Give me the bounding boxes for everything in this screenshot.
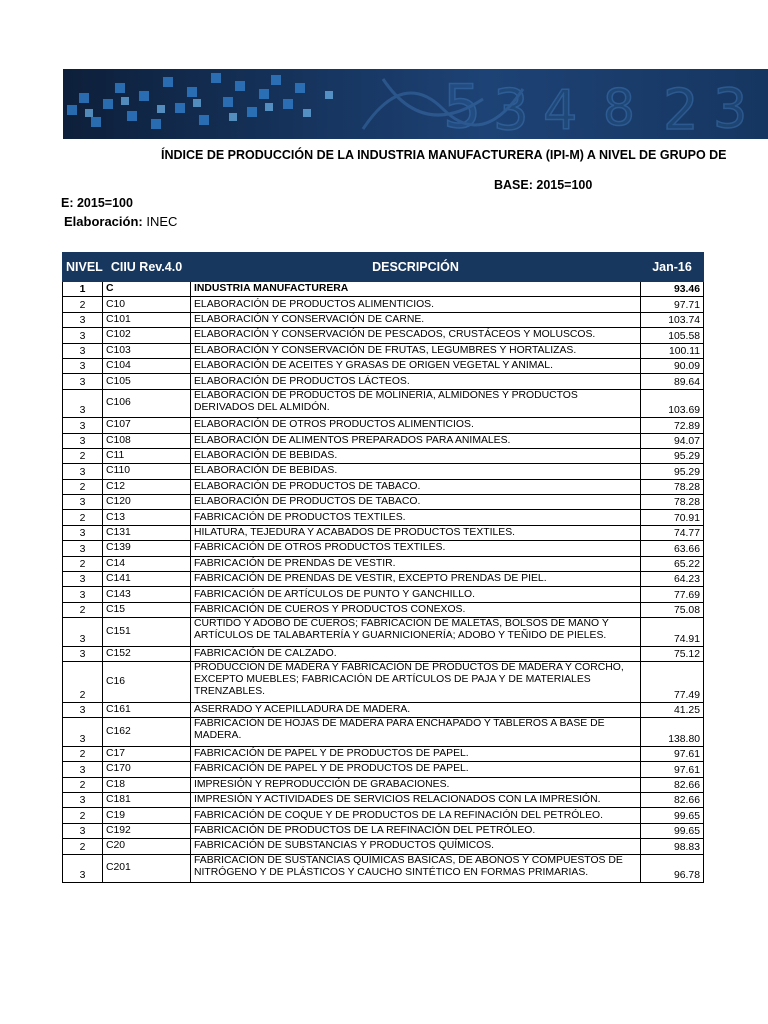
cell-ciiu: C107: [103, 418, 191, 433]
cell-descripcion: FABRICACIÓN DE SUBSTANCIAS Y PRODUCTOS QUÍMICOS.: [191, 839, 641, 854]
cell-descripcion: IMPRESIÓN Y REPRODUCCIÓN DE GRABACIONES.: [191, 777, 641, 792]
table-row: [63, 777, 704, 792]
cell-ciiu: C101: [103, 312, 191, 327]
cell-nivel: 2: [63, 297, 103, 312]
cell-descripcion: ELABORACIÓN DE ACEITES Y GRASAS DE ORIGEN VEGETAL Y ANIMAL.: [191, 358, 641, 373]
cell-nivel: 3: [63, 389, 103, 417]
cell-ciiu: C20: [103, 839, 191, 854]
cell-ciiu: C103: [103, 343, 191, 358]
table-row: [63, 556, 704, 571]
cell-nivel: 3: [63, 328, 103, 343]
cell-descripcion: FABRICACIÓN DE HOJAS DE MADERA PARA ENCHAPADO Y TABLEROS A BASE DE MADERA.: [191, 718, 641, 746]
table-row: [63, 646, 704, 661]
svg-text:2: 2: [663, 78, 699, 139]
cell-value: 64.23: [641, 572, 704, 587]
ipi-table: [62, 252, 704, 883]
elaboracion-value: INEC: [142, 214, 178, 229]
cell-ciiu: C162: [103, 718, 191, 746]
cell-descripcion: FABRICACIÓN DE SUSTANCIAS QUÍMICAS BÁSICAS, DE ABONOS Y COMPUESTOS DE NITRÓGENO Y DE PLÁSTICOS Y CAUCHO SINTÉTICO EN FORMAS PRIMARIAS.: [191, 854, 641, 882]
cell-value: 99.65: [641, 823, 704, 838]
cell-ciiu: C10: [103, 297, 191, 312]
cell-nivel: 3: [63, 495, 103, 510]
cell-value: 70.91: [641, 510, 704, 525]
cell-value: 72.89: [641, 418, 704, 433]
cell-value: 95.29: [641, 464, 704, 479]
cell-nivel: 2: [63, 479, 103, 494]
cell-ciiu: C102: [103, 328, 191, 343]
table-row: [63, 718, 704, 746]
svg-text:3: 3: [493, 78, 529, 139]
svg-text:3: 3: [713, 77, 748, 139]
cell-value: 90.09: [641, 358, 704, 373]
cell-nivel: 2: [63, 808, 103, 823]
data-table-container: [62, 252, 703, 883]
cell-value: 77.69: [641, 587, 704, 602]
cell-ciiu: C170: [103, 762, 191, 777]
cell-value: 77.49: [641, 661, 704, 702]
cell-value: 97.71: [641, 297, 704, 312]
cell-nivel: 3: [63, 418, 103, 433]
cell-ciiu: C104: [103, 358, 191, 373]
banner-graphic: [63, 69, 768, 139]
cell-ciiu: C120: [103, 495, 191, 510]
cell-nivel: 3: [63, 718, 103, 746]
cell-ciiu: C143: [103, 587, 191, 602]
cell-descripcion: FABRICACIÓN DE PRENDAS DE VESTIR.: [191, 556, 641, 571]
cell-descripcion: ELABORACIÓN Y CONSERVACIÓN DE CARNE.: [191, 312, 641, 327]
cell-descripcion: ELABORACIÓN DE OTROS PRODUCTOS ALIMENTICIOS.: [191, 418, 641, 433]
cell-value: 63.66: [641, 541, 704, 556]
cell-descripcion: ELABORACIÓN DE PRODUCTOS DE MOLINERÍA, ALMIDONES Y PRODUCTOS DERIVADOS DEL ALMIDÓN.: [191, 389, 641, 417]
cell-ciiu: C192: [103, 823, 191, 838]
cell-ciiu: C108: [103, 433, 191, 448]
cell-value: 82.66: [641, 792, 704, 807]
cell-descripcion: FABRICACIÓN DE CUEROS Y PRODUCTOS CONEXOS.: [191, 602, 641, 617]
cell-value: 93.46: [641, 282, 704, 297]
cell-value: 75.12: [641, 646, 704, 661]
cell-descripcion: ELABORACIÓN DE ALIMENTOS PREPARADOS PARA ANIMALES.: [191, 433, 641, 448]
table-row: [63, 495, 704, 510]
cell-ciiu: C16: [103, 661, 191, 702]
cell-descripcion: ELABORACIÓN DE PRODUCTOS ALIMENTICIOS.: [191, 297, 641, 312]
cell-value: 94.07: [641, 433, 704, 448]
base-label-left: E: 2015=100: [61, 196, 133, 210]
cell-value: 138.80: [641, 718, 704, 746]
table-row: [63, 464, 704, 479]
cell-nivel: 3: [63, 464, 103, 479]
table-row: [63, 839, 704, 854]
cell-ciiu: C110: [103, 464, 191, 479]
cell-ciiu: C14: [103, 556, 191, 571]
cell-value: 95.29: [641, 448, 704, 463]
cell-descripcion: FABRICACIÓN DE PRODUCTOS TEXTILES.: [191, 510, 641, 525]
cell-nivel: 3: [63, 541, 103, 556]
cell-ciiu: C18: [103, 777, 191, 792]
table-row: [63, 602, 704, 617]
col-header-nivel: NIVEL: [63, 253, 103, 282]
base-label-right: BASE: 2015=100: [494, 178, 593, 192]
table-row: [63, 587, 704, 602]
cell-nivel: 1: [63, 282, 103, 297]
cell-value: 105.58: [641, 328, 704, 343]
cell-nivel: 3: [63, 854, 103, 882]
cell-value: 97.61: [641, 762, 704, 777]
cell-nivel: 3: [63, 312, 103, 327]
cell-nivel: 3: [63, 618, 103, 646]
cell-nivel: 3: [63, 343, 103, 358]
cell-value: 98.83: [641, 839, 704, 854]
cell-ciiu: C151: [103, 618, 191, 646]
cell-nivel: 3: [63, 374, 103, 389]
cell-descripcion: FABRICACIÓN DE PRENDAS DE VESTIR, EXCEPTO PRENDAS DE PIEL.: [191, 572, 641, 587]
table-body: [63, 282, 704, 883]
table-row: [63, 312, 704, 327]
cell-ciiu: C152: [103, 646, 191, 661]
cell-descripcion: FABRICACIÓN DE OTROS PRODUCTOS TEXTILES.: [191, 541, 641, 556]
cell-value: 97.61: [641, 746, 704, 761]
cell-descripcion: FABRICACIÓN DE PAPEL Y DE PRODUCTOS DE PAPEL.: [191, 762, 641, 777]
cell-ciiu: C11: [103, 448, 191, 463]
cell-nivel: 3: [63, 433, 103, 448]
cell-ciiu: C106: [103, 389, 191, 417]
cell-nivel: 3: [63, 646, 103, 661]
col-header-descripcion: DESCRIPCIÓN: [191, 253, 641, 282]
cell-ciiu: C19: [103, 808, 191, 823]
svg-text:8: 8: [603, 79, 635, 137]
elaboracion-line: [64, 214, 177, 229]
cell-nivel: 2: [63, 661, 103, 702]
cell-nivel: 2: [63, 602, 103, 617]
cell-descripcion: PRODUCCIÓN DE MADERA Y FABRICACIÓN DE PRODUCTOS DE MADERA Y CORCHO, EXCEPTO MUEBLES; FABRICACIÓN DE ARTÍCULOS DE PAJA Y DE MATERIALES TRENZABLES.: [191, 661, 641, 702]
cell-descripcion: ELABORACIÓN DE BEBIDAS.: [191, 448, 641, 463]
cell-value: 78.28: [641, 495, 704, 510]
title-text: ÍNDICE DE PRODUCCIÓN DE LA INDUSTRIA MANUFACTURERA (IPI-M) A NIVEL DE GRUPO DE: [161, 148, 727, 162]
cell-descripcion: INDUSTRIA MANUFACTURERA: [191, 282, 641, 297]
cell-ciiu: C139: [103, 541, 191, 556]
cell-descripcion: FABRICACIÓN DE PAPEL Y DE PRODUCTOS DE PAPEL.: [191, 746, 641, 761]
cell-descripcion: ELABORACIÓN Y CONSERVACIÓN DE PESCADOS, CRUSTÁCEOS Y MOLUSCOS.: [191, 328, 641, 343]
cell-nivel: 2: [63, 448, 103, 463]
cell-ciiu: C105: [103, 374, 191, 389]
cell-descripcion: FABRICACIÓN DE PRODUCTOS DE LA REFINACIÓN DEL PETRÓLEO.: [191, 823, 641, 838]
cell-nivel: 2: [63, 839, 103, 854]
cell-nivel: 3: [63, 823, 103, 838]
cell-descripcion: ASERRADO Y ACEPILLADURA DE MADERA.: [191, 702, 641, 717]
table-row: [63, 762, 704, 777]
table-row: [63, 808, 704, 823]
cell-value: 103.74: [641, 312, 704, 327]
cell-nivel: 3: [63, 587, 103, 602]
cell-descripcion: ELABORACIÓN Y CONSERVACIÓN DE FRUTAS, LEGUMBRES Y HORTALIZAS.: [191, 343, 641, 358]
cell-ciiu: C12: [103, 479, 191, 494]
table-row: [63, 358, 704, 373]
table-row: [63, 510, 704, 525]
cell-ciiu: C201: [103, 854, 191, 882]
table-row: [63, 374, 704, 389]
table-row: [63, 448, 704, 463]
cell-ciiu: C13: [103, 510, 191, 525]
cell-descripcion: ELABORACIÓN DE BEBIDAS.: [191, 464, 641, 479]
cell-nivel: 2: [63, 556, 103, 571]
elaboracion-label: Elaboración:: [64, 214, 143, 229]
table-row: [63, 541, 704, 556]
cell-nivel: 2: [63, 510, 103, 525]
cell-value: 74.77: [641, 525, 704, 540]
cell-descripcion: CURTIDO Y ADOBO DE CUEROS; FABRICACIÓN DE MALETAS, BOLSOS DE MANO Y ARTÍCULOS DE TALABARTERÍA Y GUARNICIONERÍA; ADOBO Y TEÑIDO DE PIELES.: [191, 618, 641, 646]
table-row: [63, 297, 704, 312]
cell-nivel: 3: [63, 762, 103, 777]
cell-ciiu: C17: [103, 746, 191, 761]
cell-ciiu: C: [103, 282, 191, 297]
cell-ciiu: C131: [103, 525, 191, 540]
table-row: [63, 479, 704, 494]
cell-ciiu: C181: [103, 792, 191, 807]
cell-descripcion: ELABORACIÓN DE PRODUCTOS DE TABACO.: [191, 495, 641, 510]
cell-value: 99.65: [641, 808, 704, 823]
table-row: [63, 618, 704, 646]
cell-descripcion: HILATURA, TEJEDURA Y ACABADOS DE PRODUCTOS TEXTILES.: [191, 525, 641, 540]
table-row: [63, 418, 704, 433]
cell-nivel: 2: [63, 777, 103, 792]
cell-nivel: 3: [63, 525, 103, 540]
cell-descripcion: ELABORACIÓN DE PRODUCTOS DE TABACO.: [191, 479, 641, 494]
cell-nivel: 3: [63, 572, 103, 587]
table-row: [63, 572, 704, 587]
cell-ciiu: C161: [103, 702, 191, 717]
table-row: [63, 702, 704, 717]
cell-descripcion: FABRICACIÓN DE COQUE Y DE PRODUCTOS DE LA REFINACIÓN DEL PETRÓLEO.: [191, 808, 641, 823]
table-row: [63, 343, 704, 358]
cell-value: 75.08: [641, 602, 704, 617]
svg-text:5: 5: [443, 72, 482, 139]
cell-value: 96.78: [641, 854, 704, 882]
cell-value: 103.69: [641, 389, 704, 417]
table-row: [63, 433, 704, 448]
cell-nivel: 3: [63, 702, 103, 717]
cell-ciiu: C15: [103, 602, 191, 617]
cell-value: 82.66: [641, 777, 704, 792]
table-row: [63, 661, 704, 702]
table-row: [63, 389, 704, 417]
cell-descripcion: IMPRESIÓN Y ACTIVIDADES DE SERVICIOS RELACIONADOS CON LA IMPRESIÓN.: [191, 792, 641, 807]
cell-descripcion: FABRICACIÓN DE ARTÍCULOS DE PUNTO Y GANCHILLO.: [191, 587, 641, 602]
cell-value: 78.28: [641, 479, 704, 494]
table-row: [63, 525, 704, 540]
cell-value: 89.64: [641, 374, 704, 389]
svg-text:4: 4: [543, 79, 578, 139]
table-row: [63, 282, 704, 297]
cell-nivel: 3: [63, 358, 103, 373]
table-row: [63, 746, 704, 761]
cell-ciiu: C141: [103, 572, 191, 587]
header-banner: [63, 69, 768, 139]
table-row: [63, 328, 704, 343]
table-header-row: [63, 253, 704, 282]
cell-descripcion: ELABORACIÓN DE PRODUCTOS LÁCTEOS.: [191, 374, 641, 389]
cell-value: 41.25: [641, 702, 704, 717]
cell-nivel: 3: [63, 792, 103, 807]
table-row: [63, 792, 704, 807]
cell-descripcion: FABRICACIÓN DE CALZADO.: [191, 646, 641, 661]
cell-value: 65.22: [641, 556, 704, 571]
col-header-jan16: Jan-16: [641, 253, 704, 282]
cell-value: 100.11: [641, 343, 704, 358]
cell-nivel: 2: [63, 746, 103, 761]
col-header-ciiu: CIIU Rev.4.0: [103, 253, 191, 282]
table-row: [63, 854, 704, 882]
table-row: [63, 823, 704, 838]
cell-value: 74.91: [641, 618, 704, 646]
